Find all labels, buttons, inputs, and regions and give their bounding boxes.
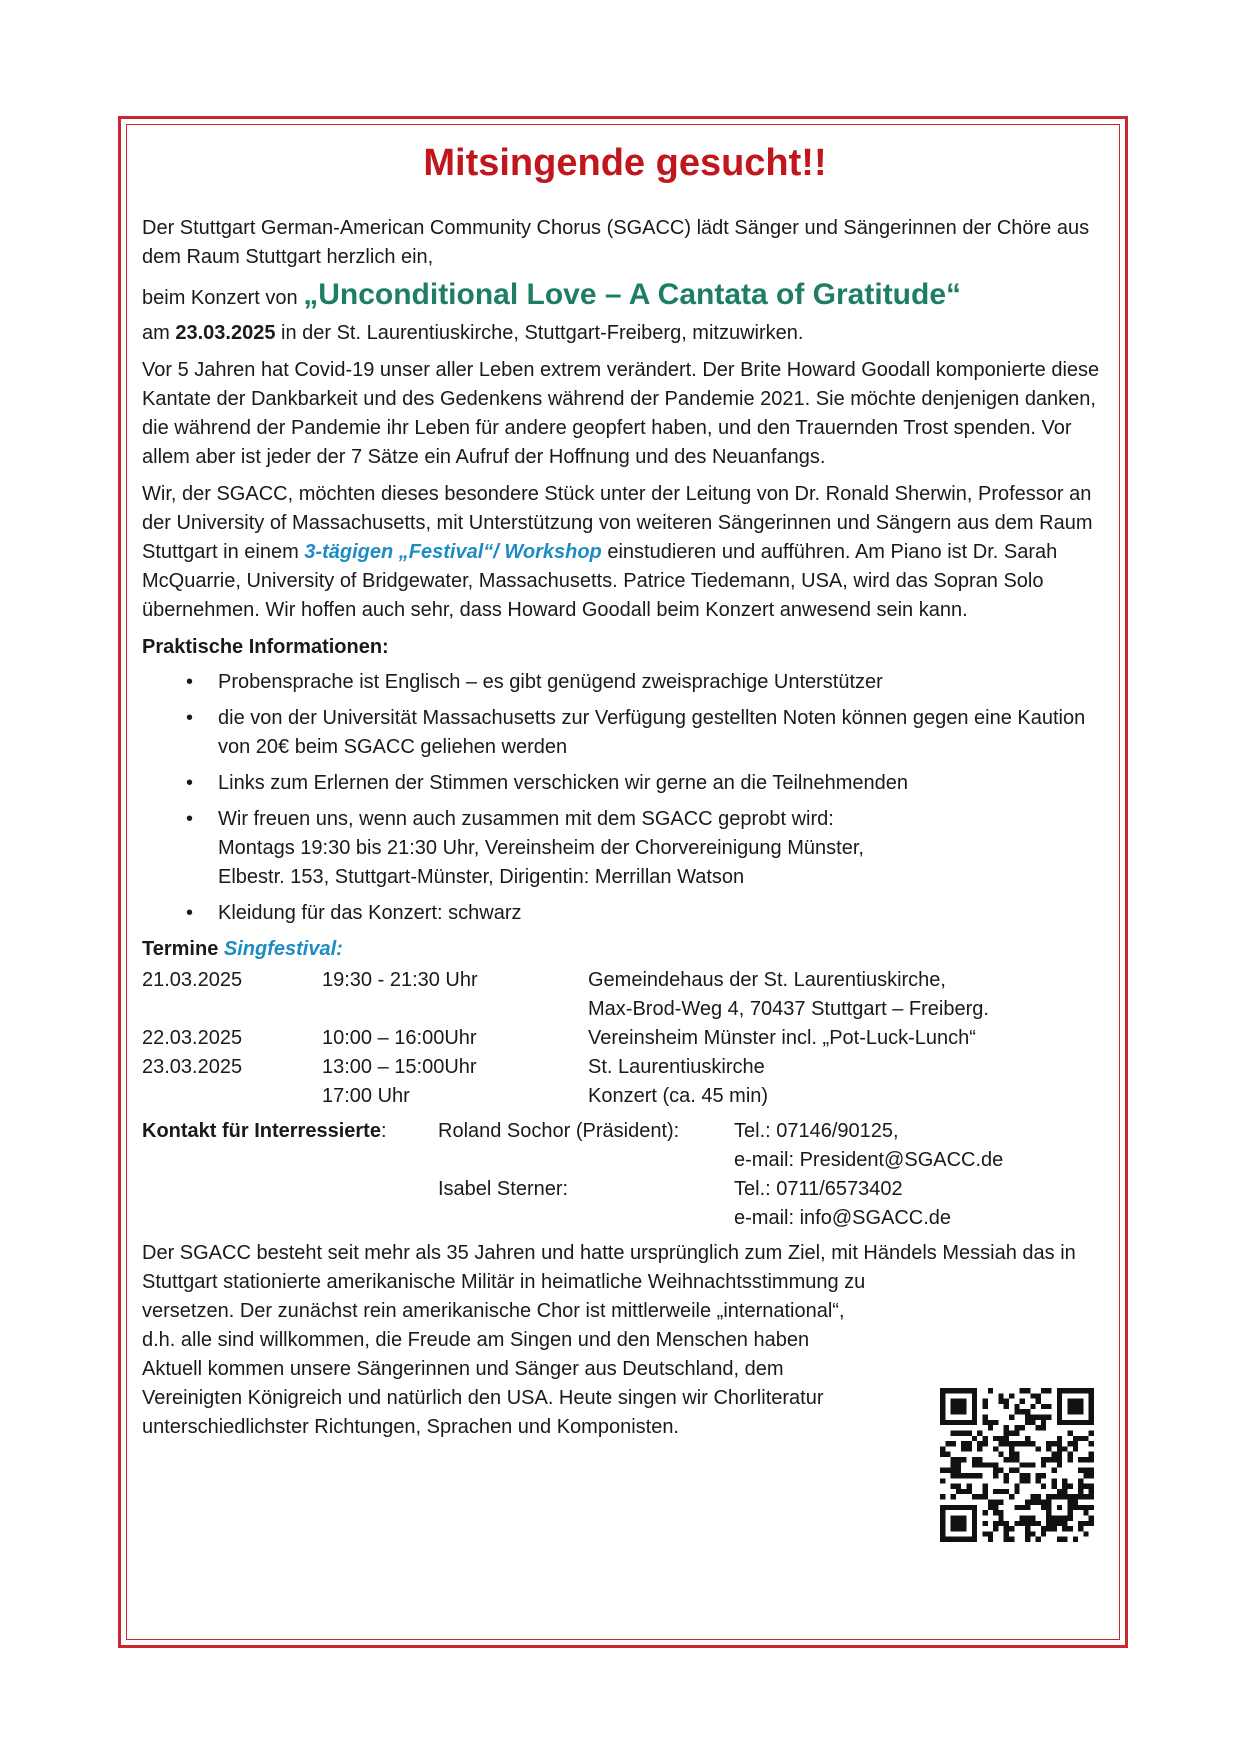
contact-label: Kontakt für Interressierte:	[142, 1120, 387, 1142]
termine-heading: Termine Singfestival:	[142, 938, 343, 960]
workshop-text-after: einstudieren und aufführen. Am Piano ist Dr. Sarah McQuarrie, University of Bridgewater, Massachusetts. Patrice Tiedemann, USA, wird das Sopran Solo übernehmen. Wir hoffen auch sehr, dass Howard Goodall beim Konzert anwesend sein kann.	[142, 541, 1058, 621]
table-row: 17:00 Uhr Konzert (ca. 45 min)	[322, 1085, 769, 1107]
table-row: 22.03.2025 10:00 – 16:00Uhr Vereinsheim Münster incl. „Pot-Luck-Lunch“	[142, 1027, 976, 1049]
contact-person-2-tel: Tel.: 0711/6573402	[734, 1178, 903, 1200]
qr-code-icon	[940, 1388, 1094, 1542]
schedule-table	[142, 966, 989, 1111]
concert-date-line	[142, 319, 1108, 348]
bullet-icon: •	[186, 808, 194, 830]
workshop-highlight: 3-tägigen „Festival“/ Workshop	[304, 541, 602, 563]
practical-heading: Praktische Informationen:	[142, 636, 389, 658]
bullet-icon: •	[186, 902, 194, 924]
contact-block	[142, 1117, 1108, 1233]
list-item: • Links zum Erlernen der Stimmen verschicken wir gerne an die Teilnehmenden	[142, 769, 1108, 798]
termine-highlight: Singfestival:	[223, 938, 343, 960]
contact-person-2: Isabel Sterner:	[438, 1178, 569, 1200]
bullet-icon: •	[186, 772, 194, 794]
page-title: Mitsingende gesucht!!	[423, 142, 827, 184]
workshop-paragraph	[142, 480, 1108, 625]
table-row: Max-Brod-Weg 4, 70437 Stuttgart – Freiberg.	[588, 998, 989, 1020]
list-item: • Kleidung für das Konzert: schwarz	[142, 899, 1108, 928]
list-item-rehearsal: • Wir freuen uns, wenn auch zusammen mit dem SGACC geprobt wird: Montags 19:30 bis 21:30 Uhr, Vereinsheim der Chorvereinigung Münster, Elbestr. 153, Stuttgart-Münster, Dirigentin: Merrillan Watson	[142, 805, 1108, 892]
concert-date: 23.03.2025	[175, 322, 276, 344]
contact-person-1-tel: Tel.: 07146/90125,	[734, 1120, 899, 1142]
date-prefix: am	[142, 322, 176, 344]
practical-list	[142, 668, 1108, 928]
contact-person-1: Roland Sochor (Präsident):	[438, 1120, 680, 1142]
concert-prefix: beim Konzert von	[142, 287, 304, 309]
list-item: • die von der Universität Massachusetts zur Verfügung gestellten Noten können gegen eine Kaution von 20€ beim SGACC geliehen werden	[142, 704, 1108, 762]
intro-paragraph: Der Stuttgart German-American Community Chorus (SGACC) lädt Sänger und Sängerinnen der Chöre aus dem Raum Stuttgart herzlich ein,	[142, 217, 1090, 268]
date-suffix: in der St. Laurentiuskirche, Stuttgart-Freiberg, mitzuwirken.	[275, 322, 804, 344]
concert-title: „Unconditional Love – A Cantata of Gratitude“	[303, 278, 962, 311]
table-row: 21.03.2025 19:30 - 21:30 Uhr Gemeindehaus der St. Laurentiuskirche,	[142, 969, 946, 991]
bullet-icon: •	[186, 707, 194, 729]
contact-person-1-email: e-mail: President@SGACC.de	[734, 1149, 1004, 1171]
contact-person-2-email: e-mail: info@SGACC.de	[734, 1207, 952, 1229]
workshop-text-before: Wir, der SGACC, möchten dieses besondere Stück unter der Leitung von Dr. Ronald Sherwin, Professor an der University of Massachusetts, mit Unterstützung von weiteren Sängerinnen und Sängern aus dem Raum Stuttgart in einem	[142, 483, 1093, 563]
concert-line	[142, 280, 1108, 313]
bullet-icon: •	[186, 671, 194, 693]
list-item: • Probensprache ist Englisch – es gibt genügend zweisprachige Unterstützer	[142, 668, 1108, 697]
closing-paragraph: Der SGACC besteht seit mehr als 35 Jahren und hatte ursprünglich zum Ziel, mit Händels Messiah das in Stuttgart stationierte amerikanische Militär in heimatliche Weihnachtsstimmung zu versetzen. Der zunächst rein amerikanische Chor ist mittlerweile „international“, d.h. alle sind willkommen, die Freude am Singen und den Menschen haben Aktuell kommen unsere Sängerinnen und Sänger aus Deutschland, dem Vereinigten Königreich und natürlich den USA. Heute singen wir Chorliteratur unterschiedlichster Richtungen, Sprachen und Komponisten.	[142, 1242, 1076, 1438]
table-row: 23.03.2025 13:00 – 15:00Uhr St. Laurentiuskirche	[142, 1056, 765, 1078]
covid-paragraph: Vor 5 Jahren hat Covid-19 unser aller Leben extrem verändert. Der Brite Howard Goodall komponierte diese Kantate der Dankbarkeit und des Gedenkens während der Pandemie 2021. Sie möchte denjenigen danken, die während der Pandemie ihr Leben für andere geopfert haben, und den Trauernden Trost spenden. Vor allem aber ist jeder der 7 Sätze ein Aufruf der Hoffnung und des Neuanfangs.	[142, 359, 1100, 468]
flyer-content	[142, 140, 1108, 1442]
